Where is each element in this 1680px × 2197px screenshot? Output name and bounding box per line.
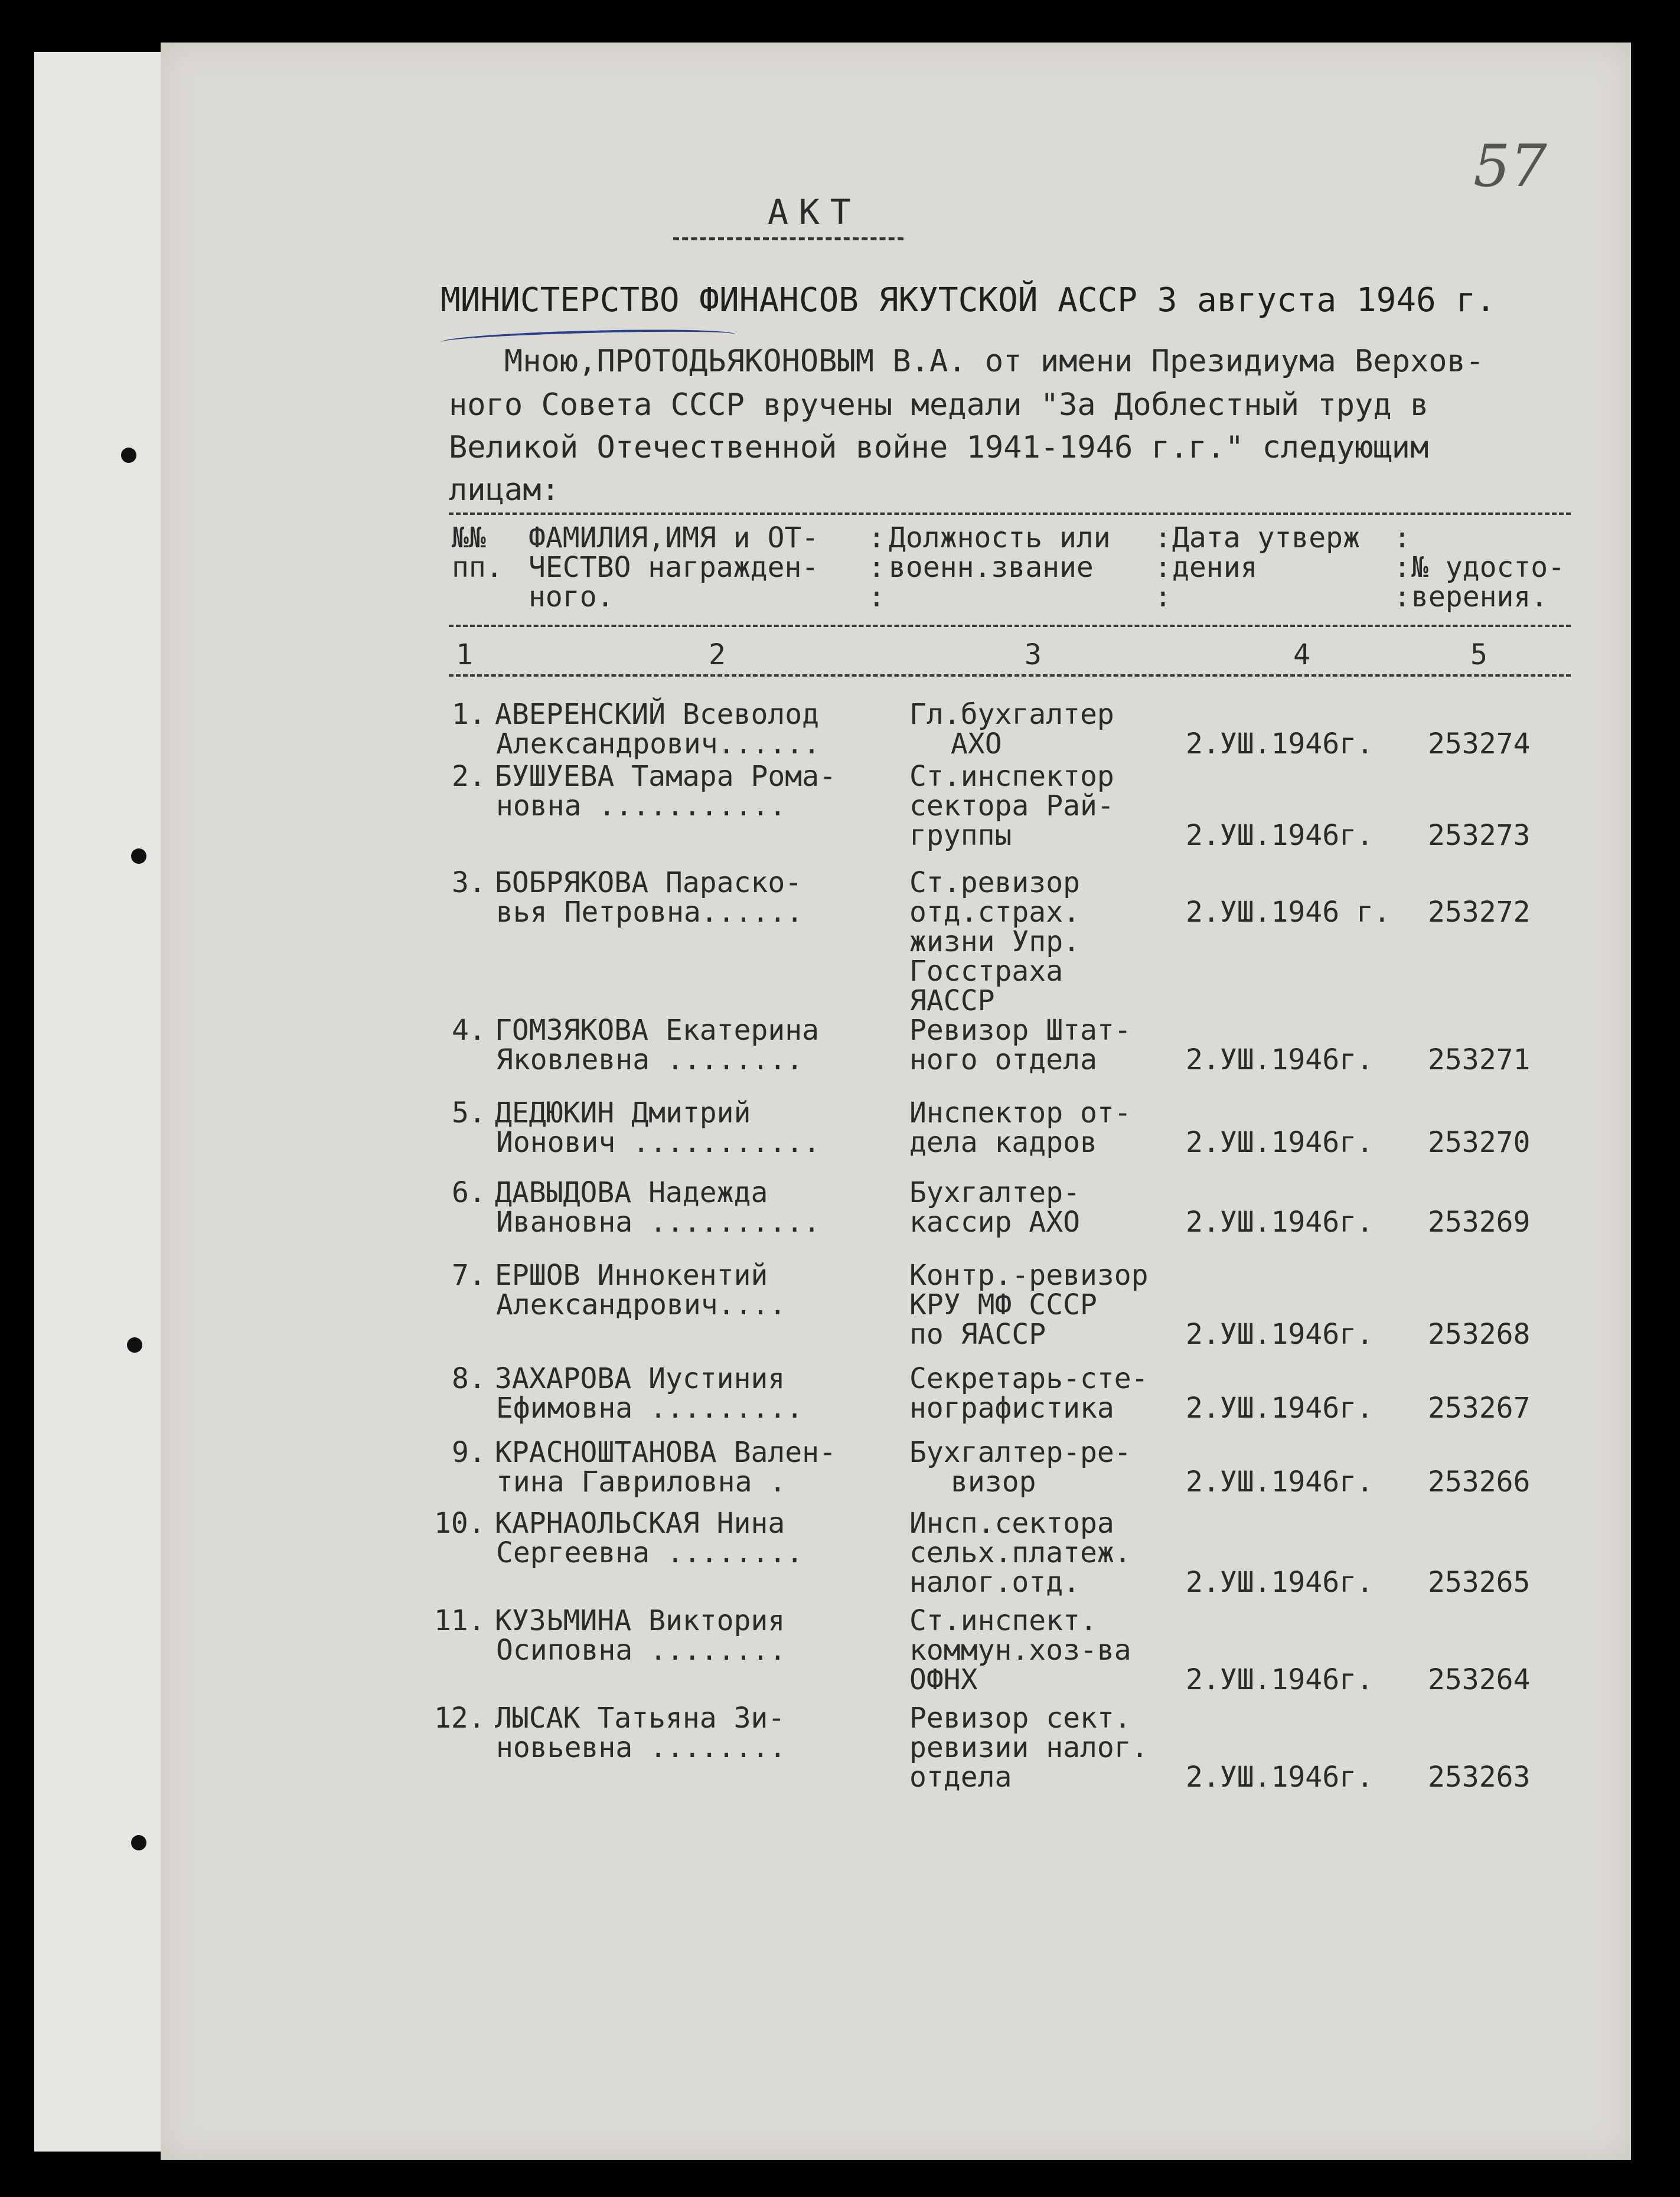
approval-date: 2.УШ.1946 г. xyxy=(1186,896,1391,929)
awardee-position: по ЯАССР xyxy=(909,1318,1046,1351)
row-number: 4. xyxy=(452,1014,486,1047)
approval-date: 2.УШ.1946г. xyxy=(1186,1318,1374,1351)
approval-date: 2.УШ.1946г. xyxy=(1186,819,1374,852)
awardee-name: Ионович ........... xyxy=(496,1126,821,1159)
awardee-name: новна ........... xyxy=(496,789,787,822)
awardee-position: Контр.-ревизор xyxy=(909,1259,1149,1292)
awardee-name: новьевна ........ xyxy=(496,1731,787,1764)
awardee-name: Александрович.... xyxy=(496,1288,787,1321)
row-number: 10. xyxy=(434,1507,485,1540)
awardee-position: АХО xyxy=(951,727,1002,760)
certificate-number: 253267 xyxy=(1428,1392,1531,1425)
certificate-number: 253266 xyxy=(1428,1465,1531,1499)
punch-hole xyxy=(131,1835,146,1850)
punch-hole xyxy=(127,1337,142,1353)
certificate-number: 253270 xyxy=(1428,1126,1531,1159)
approval-date: 2.УШ.1946г. xyxy=(1186,1392,1374,1425)
awardee-position: дела кадров xyxy=(909,1126,1097,1159)
awardee-position: Ревизор Штат- xyxy=(909,1014,1131,1047)
approval-date: 2.УШ.1946г. xyxy=(1186,1465,1374,1499)
header-name: ного. xyxy=(529,580,614,613)
awardee-position: Ревизор сект. xyxy=(909,1702,1131,1735)
table-top-rule xyxy=(449,512,1571,515)
certificate-number: 253265 xyxy=(1428,1566,1531,1599)
awardee-name: ЛЫСАК Татьяна Зи- xyxy=(495,1702,785,1735)
header-name: ФАМИЛИЯ,ИМЯ и ОТ- xyxy=(529,521,819,554)
approval-date: 2.УШ.1946г. xyxy=(1186,1126,1374,1159)
certificate-number: 253269 xyxy=(1428,1206,1531,1239)
approval-date: 2.УШ.1946г. xyxy=(1186,1663,1374,1696)
awardee-position: отдела xyxy=(909,1761,1012,1794)
approval-date: 2.УШ.1946г. xyxy=(1186,1761,1374,1794)
awardee-name: ДАВЫДОВА Надежда xyxy=(495,1176,768,1209)
row-number: 7. xyxy=(452,1259,486,1292)
col-number: 4 xyxy=(1293,638,1310,671)
awardee-name: АВЕРЕНСКИЙ Всеволод xyxy=(495,698,820,731)
intro-line: ного Совета СССР вручены медали "За Доблестный труд в xyxy=(449,387,1429,423)
awardee-position: ЯАССР xyxy=(909,984,995,1017)
row-number: 8. xyxy=(452,1362,486,1395)
intro-line: Мною,ПРОТОДЬЯКОНОВЫМ В.А. от имени Президиума Верхов- xyxy=(449,344,1485,379)
awardee-position: нографистика xyxy=(909,1392,1114,1425)
intro-line: Великой Отечественной войне 1941-1946 г.г." следующим xyxy=(449,430,1429,465)
header-date: Дата утверж xyxy=(1172,521,1360,554)
awardee-name: Осиповна ........ xyxy=(496,1634,787,1667)
certificate-number: 253272 xyxy=(1428,896,1531,929)
awardee-name: Александрович...... xyxy=(496,727,821,760)
awardee-name: Сергеевна ........ xyxy=(496,1536,804,1569)
awardee-name: ЕРШОВ Иннокентий xyxy=(495,1259,768,1292)
awardee-name: вья Петровна...... xyxy=(496,896,804,929)
awardee-position: ревизии налог. xyxy=(909,1731,1149,1764)
header-date: дения xyxy=(1172,551,1258,584)
title-underline xyxy=(673,237,903,240)
row-number: 12. xyxy=(434,1702,485,1735)
document-title: АКТ xyxy=(768,192,862,232)
row-number: 11. xyxy=(434,1604,485,1637)
header-cert: верения. xyxy=(1411,580,1548,613)
col-number: 2 xyxy=(709,638,726,671)
certificate-number: 253264 xyxy=(1428,1663,1531,1696)
certificate-number: 253273 xyxy=(1428,819,1531,852)
approval-date: 2.УШ.1946г. xyxy=(1186,727,1374,760)
awardee-name: Ефимовна ......... xyxy=(496,1392,804,1425)
awardee-position: сельх.платеж. xyxy=(909,1536,1131,1569)
certificate-number: 253263 xyxy=(1428,1761,1531,1794)
punch-hole xyxy=(121,448,136,463)
row-number: 6. xyxy=(452,1176,486,1209)
awardee-position: жизни Упр. xyxy=(909,925,1080,958)
row-number: 3. xyxy=(452,866,486,899)
header-name: ЧЕСТВО награжден- xyxy=(529,551,819,584)
awardee-position: сектора Рай- xyxy=(909,789,1114,822)
awardee-position: Гл.бухгалтер xyxy=(909,698,1114,731)
awardee-position: группы xyxy=(909,819,1012,852)
awardee-position: Ст.инспект. xyxy=(909,1604,1097,1637)
awardee-position: Бухгалтер- xyxy=(909,1176,1080,1209)
awardee-position: КРУ МФ СССР xyxy=(909,1288,1097,1321)
awardee-name: ЗАХАРОВА Иустиния xyxy=(495,1362,785,1395)
punch-hole xyxy=(131,848,146,864)
awardee-position: Инспектор от- xyxy=(909,1096,1131,1129)
awardee-position: Госстраха xyxy=(909,955,1064,988)
awardee-position: ОФНХ xyxy=(909,1663,978,1696)
awardee-position: Бухгалтер-ре- xyxy=(909,1436,1131,1469)
awardee-name: Яковлевна ........ xyxy=(496,1043,804,1076)
intro-line: лицам: xyxy=(449,472,560,508)
header-cert: № удосто- xyxy=(1411,551,1565,584)
col-number: 5 xyxy=(1470,638,1487,671)
col-number: 1 xyxy=(456,638,473,671)
header-num: пп. xyxy=(452,551,503,584)
folio-number: 57 xyxy=(1473,133,1547,200)
row-number: 5. xyxy=(452,1096,486,1129)
awardee-name: КАРНАОЛЬСКАЯ Нина xyxy=(495,1507,785,1540)
awardee-position: Инсп.сектора xyxy=(909,1507,1114,1540)
certificate-number: 253271 xyxy=(1428,1043,1531,1076)
col-number: 3 xyxy=(1025,638,1042,671)
header-num: №№ xyxy=(452,521,486,554)
awardee-name: БОБРЯКОВА Параско- xyxy=(495,866,803,899)
awardee-position: Секретарь-сте- xyxy=(909,1362,1149,1395)
awardee-name: тина Гавриловна . xyxy=(496,1465,787,1499)
row-number: 2. xyxy=(452,760,486,793)
awardee-name: Ивановна .......... xyxy=(496,1206,821,1239)
certificate-number: 253274 xyxy=(1428,727,1531,760)
certificate-number: 253268 xyxy=(1428,1318,1531,1351)
awardee-position: Ст.ревизор xyxy=(909,866,1080,899)
approval-date: 2.УШ.1946г. xyxy=(1186,1566,1374,1599)
column-number-rule xyxy=(449,674,1571,677)
row-number: 1. xyxy=(452,698,486,731)
awardee-name: КУЗЬМИНА Виктория xyxy=(495,1604,785,1637)
awardee-name: ГОМЗЯКОВА Екатерина xyxy=(495,1014,820,1047)
awardee-name: КРАСНОШТАНОВА Вален- xyxy=(495,1436,836,1469)
awardee-position: Ст.инспектор xyxy=(909,760,1114,793)
document-heading: МИНИСТЕРСТВО ФИНАНСОВ ЯКУТСКОЙ АССР 3 августа 1946 г. xyxy=(441,281,1496,319)
header-position: Должность или xyxy=(889,521,1111,554)
row-number: 9. xyxy=(452,1436,486,1469)
awardee-position: ного отдела xyxy=(909,1043,1097,1076)
awardee-name: ДЕДЮКИН Дмитрий xyxy=(495,1096,751,1129)
awardee-position: визор xyxy=(951,1465,1036,1499)
header-position: военн.звание xyxy=(889,551,1094,584)
awardee-position: отд.страх. xyxy=(909,896,1080,929)
awardee-position: коммун.хоз-ва xyxy=(909,1634,1131,1667)
approval-date: 2.УШ.1946г. xyxy=(1186,1206,1374,1239)
awardee-name: БУШУЕВА Тамара Рома- xyxy=(495,760,836,793)
awardee-position: кассир АХО xyxy=(909,1206,1080,1239)
approval-date: 2.УШ.1946г. xyxy=(1186,1043,1374,1076)
awardee-position: налог.отд. xyxy=(909,1566,1080,1599)
header-rule xyxy=(449,625,1571,627)
